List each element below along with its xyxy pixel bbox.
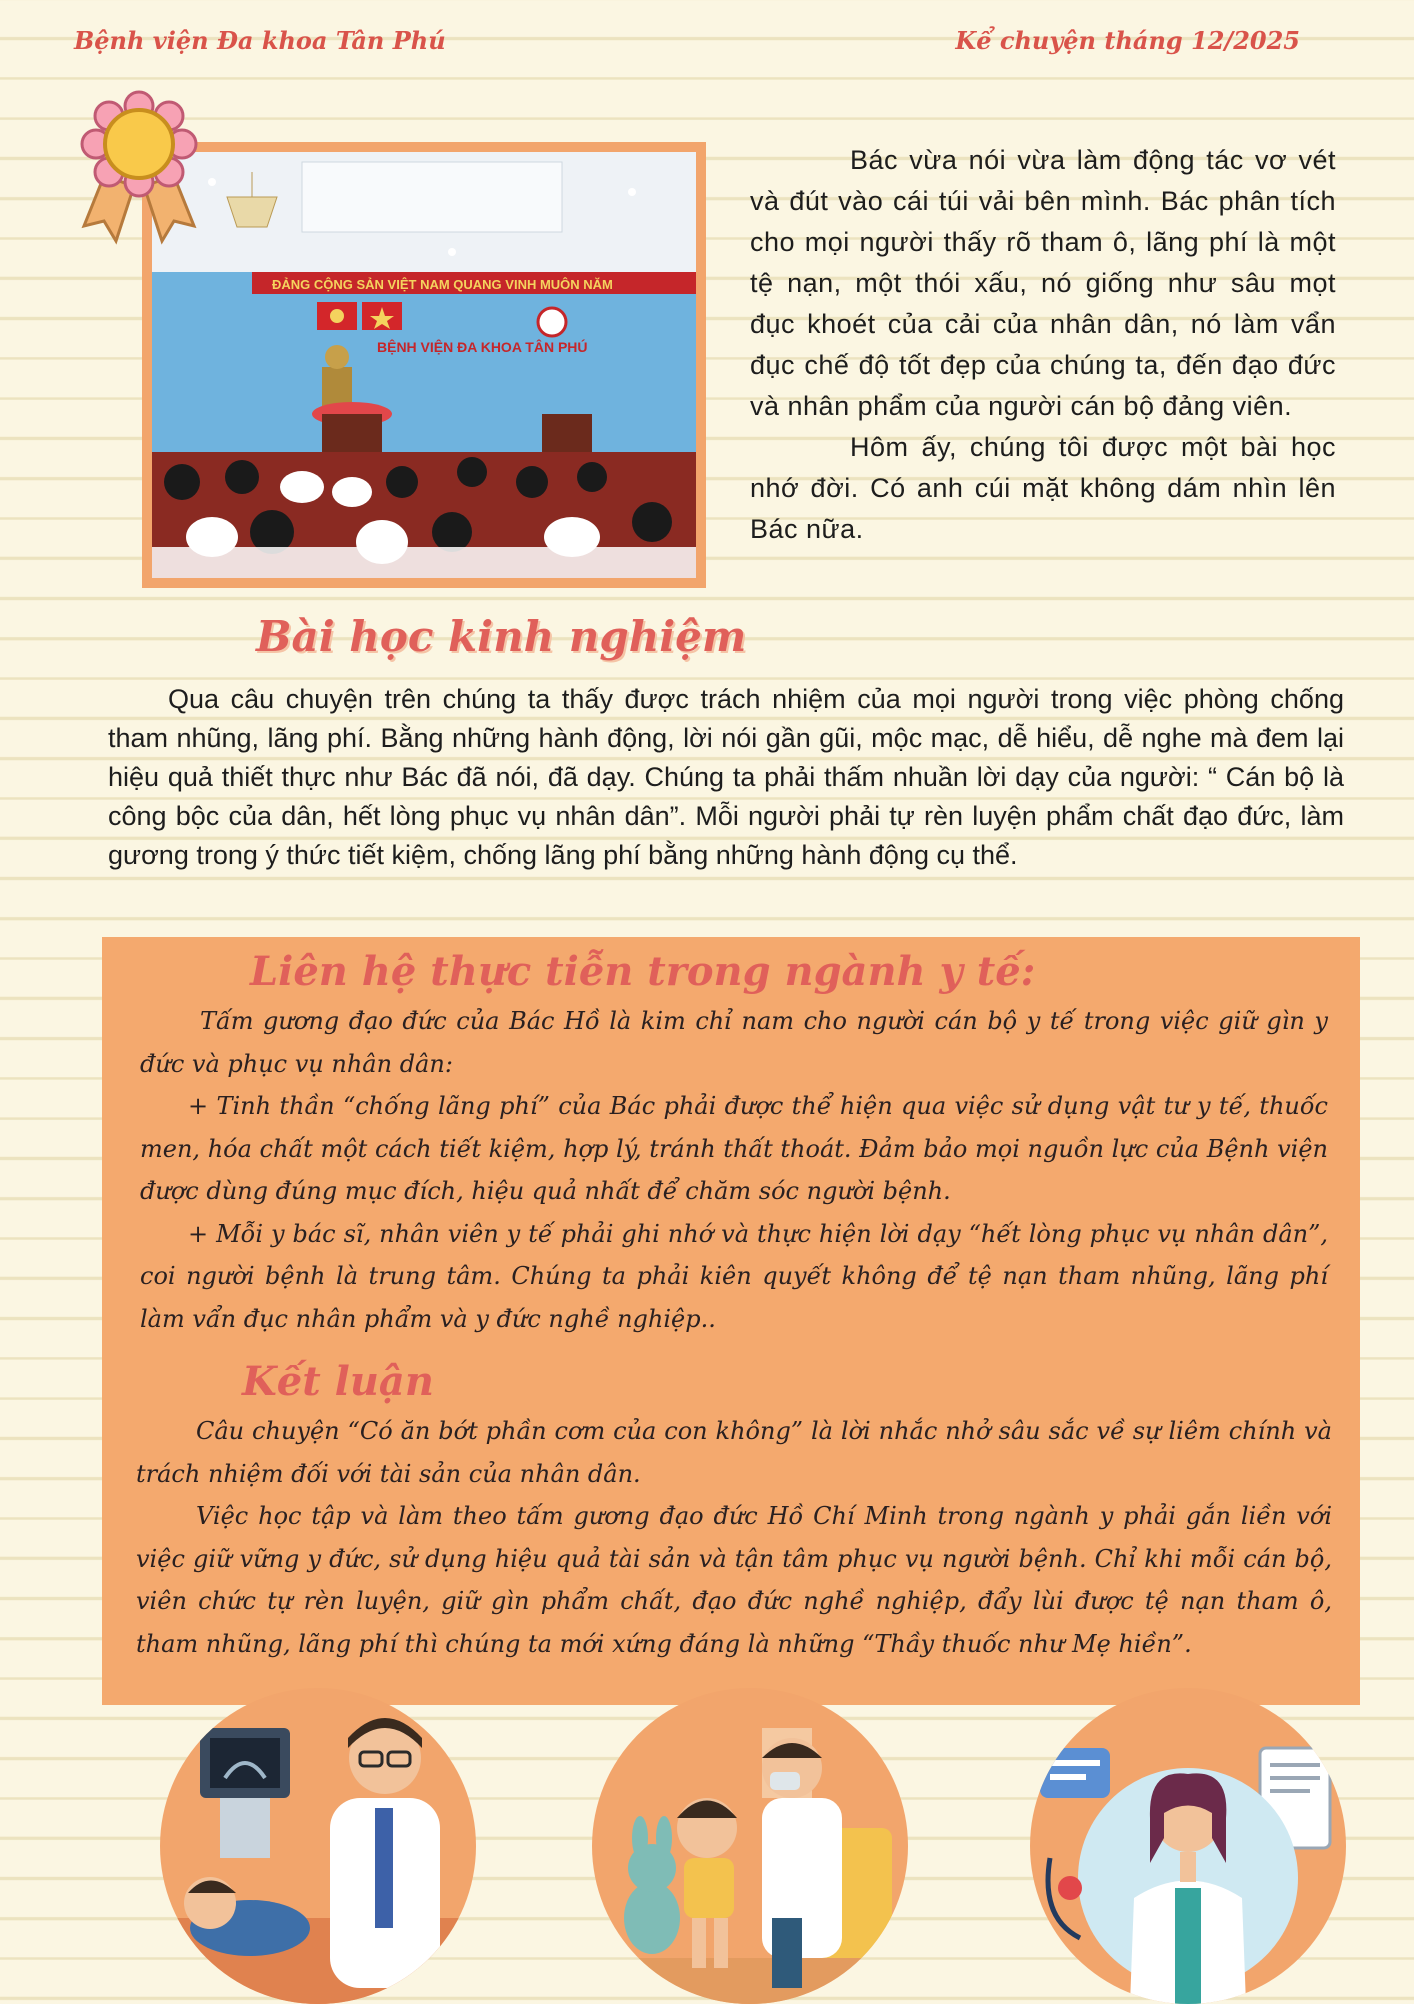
practice-intro: Tấm gương đạo đức của Bác Hồ là kim chỉ nam cho người cán bộ y tế trong việc giữ gìn y đức và phục vụ nhân dân: <box>140 1007 1328 1078</box>
conclusion-paragraph-2: Việc học tập và làm theo tấm gương đạo đức Hồ Chí Minh trong ngành y phải gắn liền với việc giữ vững y đức, sử dụng hiệu quả tài sản và tận tâm phục vụ người bệnh. Chỉ khi mỗi cán bộ, viên chức tự rèn luyện, giữ gìn phẩm chất, đạo đức nghề nghiệp, đẩy lùi được tệ nạn tham ô, tham nhũng, lãng phí thì chúng ta mới xứng đáng là những “Thầy thuốc như Mẹ hiền”. <box>136 1502 1332 1658</box>
practice-bullet-2: + Mỗi y bác sĩ, nhân viên y tế phải ghi nhớ và thực hiện lời dạy “hết lòng phục vụ nhân dân”, coi người bệnh là trung tâm. Chúng ta phải kiên quyết không để tệ nạn tham nhũng, lãng phí làm vẩn đục nhân phẩm và y đức nghề nghiệp.. <box>140 1219 1328 1333</box>
conclusion-paragraph-1: Câu chuyện “Có ăn bớt phần cơm của con không” là lời nhắc nhở sâu sắc về sự liêm chính và trách nhiệm đối với tài sản của nhân dân. <box>136 1417 1332 1488</box>
meeting-hall-photo <box>152 152 696 578</box>
child-vaccination-illustration <box>592 1688 908 2004</box>
female-doctor-illustration <box>1030 1688 1346 2004</box>
conclusion-text <box>136 1410 1332 1665</box>
lesson-text <box>108 680 1344 875</box>
header-issue-date: Kể chuyện tháng 12/2025 <box>955 26 1300 55</box>
photo-hospital-sign: BỆNH VIỆN ĐA KHOA TÂN PHÚ <box>377 339 588 355</box>
lesson-paragraph: Qua câu chuyện trên chúng ta thấy được trách nhiệm của mọi người trong việc phòng chống tham nhũng, lãng phí. Bằng những hành động, lời nói gần gũi, mộc mạc, dễ hiểu, dễ nghe mà đem lại hiệu quả thiết thực như Bác đã nói, đã dạy. Chúng ta phải thấm nhuần lời dạy của người: “ Cán bộ là công bộc của dân, hết lòng phục vụ nhân dân”. Mỗi người phải tự rèn luyện phẩm chất đạo đức, làm gương trong ý thức tiết kiệm, chống lãng phí bằng những hành động cụ thể. <box>108 684 1344 870</box>
practice-heading: Liên hệ thực tiễn trong ngành y tế: <box>250 948 1036 995</box>
photo-banner-text: ĐẢNG CỘNG SẢN VIỆT NAM QUANG VINH MUÔN NĂM <box>272 277 613 292</box>
header-hospital-name: Bệnh viện Đa khoa Tân Phú <box>74 26 446 55</box>
practice-bullet-1: + Tinh thần “chống lãng phí” của Bác phải được thể hiện qua việc sử dụng vật tư y tế, thuốc men, hóa chất một cách tiết kiệm, hợp lý, tránh thất thoát. Đảm bảo mọi nguồn lực của Bệnh viện được dùng đúng mục đích, hiệu quả nhất để chăm sóc người bệnh. <box>140 1092 1328 1205</box>
story-paragraph-1: Bác vừa nói vừa làm động tác vơ vét và đút vào cái túi vải bên mình. Bác phân tích cho mọi người thấy rõ tham ô, lãng phí là một tệ nạn, một thói xấu, nó giống như sâu mọt đục khoét của cải của nhân dân, nó làm vẩn đục chế độ tốt đẹp của chúng ta, đến đạo đức và nhân phẩm của người cán bộ đảng viên. <box>750 145 1336 421</box>
ultrasound-doctor-illustration <box>160 1688 476 2004</box>
photo-frame <box>142 142 706 588</box>
story-text <box>750 140 1336 550</box>
practice-text <box>140 1000 1328 1340</box>
lesson-heading: Bài học kinh nghiệm <box>256 612 747 661</box>
story-paragraph-2: Hôm ấy, chúng tôi được một bài học nhớ đời. Có anh cúi mặt không dám nhìn lên Bác nữa. <box>750 432 1336 544</box>
ribbon-badge-icon <box>74 86 204 246</box>
conclusion-heading: Kết luận <box>242 1358 434 1405</box>
